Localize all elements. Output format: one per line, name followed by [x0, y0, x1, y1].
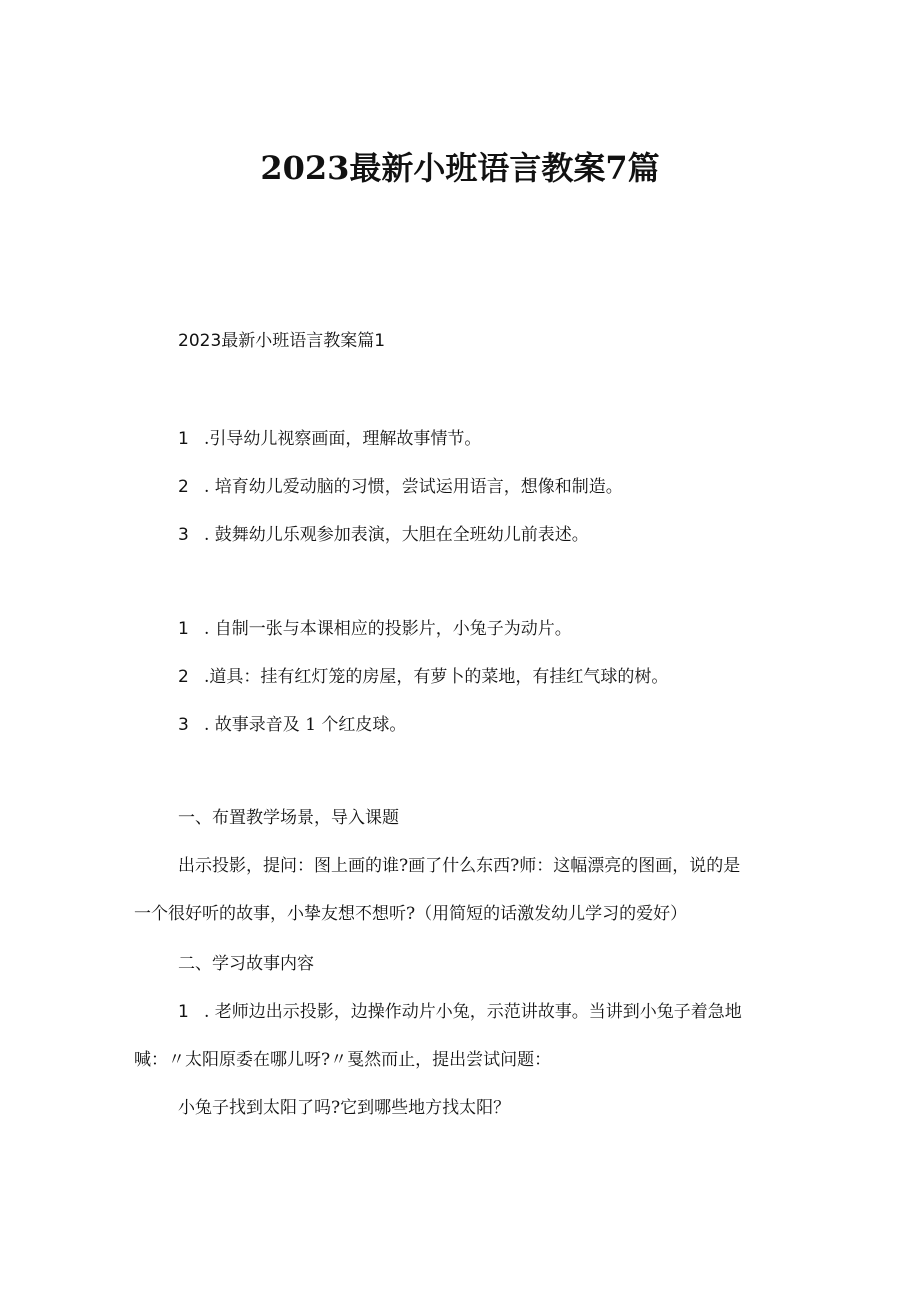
- goal-number: 1: [178, 429, 189, 449]
- prep-item-1: [178, 615, 572, 643]
- document-title: 2023最新小班语言教案7篇: [260, 149, 660, 187]
- goal-text: . 培育幼儿爱动脑的习惯，尝试运用语言，想像和制造。: [204, 477, 623, 497]
- prep-number: 1: [178, 619, 189, 639]
- goal-item-3: [178, 521, 589, 549]
- prep-text: .道具：挂有红灯笼的房屋，有萝卜的菜地，有挂红气球的树。: [204, 667, 669, 687]
- prep-text: . 自制一张与本课相应的投影片，小兔子为动片。: [204, 619, 572, 639]
- goal-number: 3: [178, 525, 189, 545]
- goal-item-2: [178, 473, 623, 501]
- part1-paragraph-line1: 出示投影，提问：图上画的谁?画了什么东西?师：这幅漂亮的图画，说的是: [178, 856, 741, 876]
- question-line: 小兔子找到太阳了吗?它到哪些地方找太阳？: [178, 1098, 511, 1118]
- part1-paragraph-line2: 一个很好听的故事，小挚友想不想听?（用简短的话激发幼儿学习的爱好）: [134, 904, 688, 924]
- part1-heading: 一、布置教学场景，导入课题: [178, 808, 399, 828]
- step1-line2: 喊：〃太阳原委在哪儿呀?〃戛然而止，提出尝试问题：: [134, 1050, 552, 1070]
- goal-text: .引导幼儿视察画面，理解故事情节。: [204, 429, 482, 449]
- prep-item-3: [178, 711, 406, 739]
- prep-number: 2: [178, 667, 189, 687]
- goal-text: . 鼓舞幼儿乐观参加表演，大胆在全班幼儿前表述。: [204, 525, 589, 545]
- prep-text: . 故事录音及 1 个红皮球。: [204, 715, 407, 735]
- step1-line1: [178, 998, 742, 1026]
- goal-item-1: [178, 425, 481, 453]
- prep-number: 3: [178, 715, 189, 735]
- part2-heading: 二、学习故事内容: [178, 954, 314, 974]
- step-number: 1: [178, 1002, 189, 1022]
- goal-number: 2: [178, 477, 189, 497]
- step-text: . 老师边出示投影，边操作动片小兔，示范讲故事。当讲到小兔子着急地: [204, 1002, 742, 1022]
- prep-item-2: [178, 663, 668, 691]
- section-heading: 2023最新小班语言教案篇1: [178, 331, 386, 351]
